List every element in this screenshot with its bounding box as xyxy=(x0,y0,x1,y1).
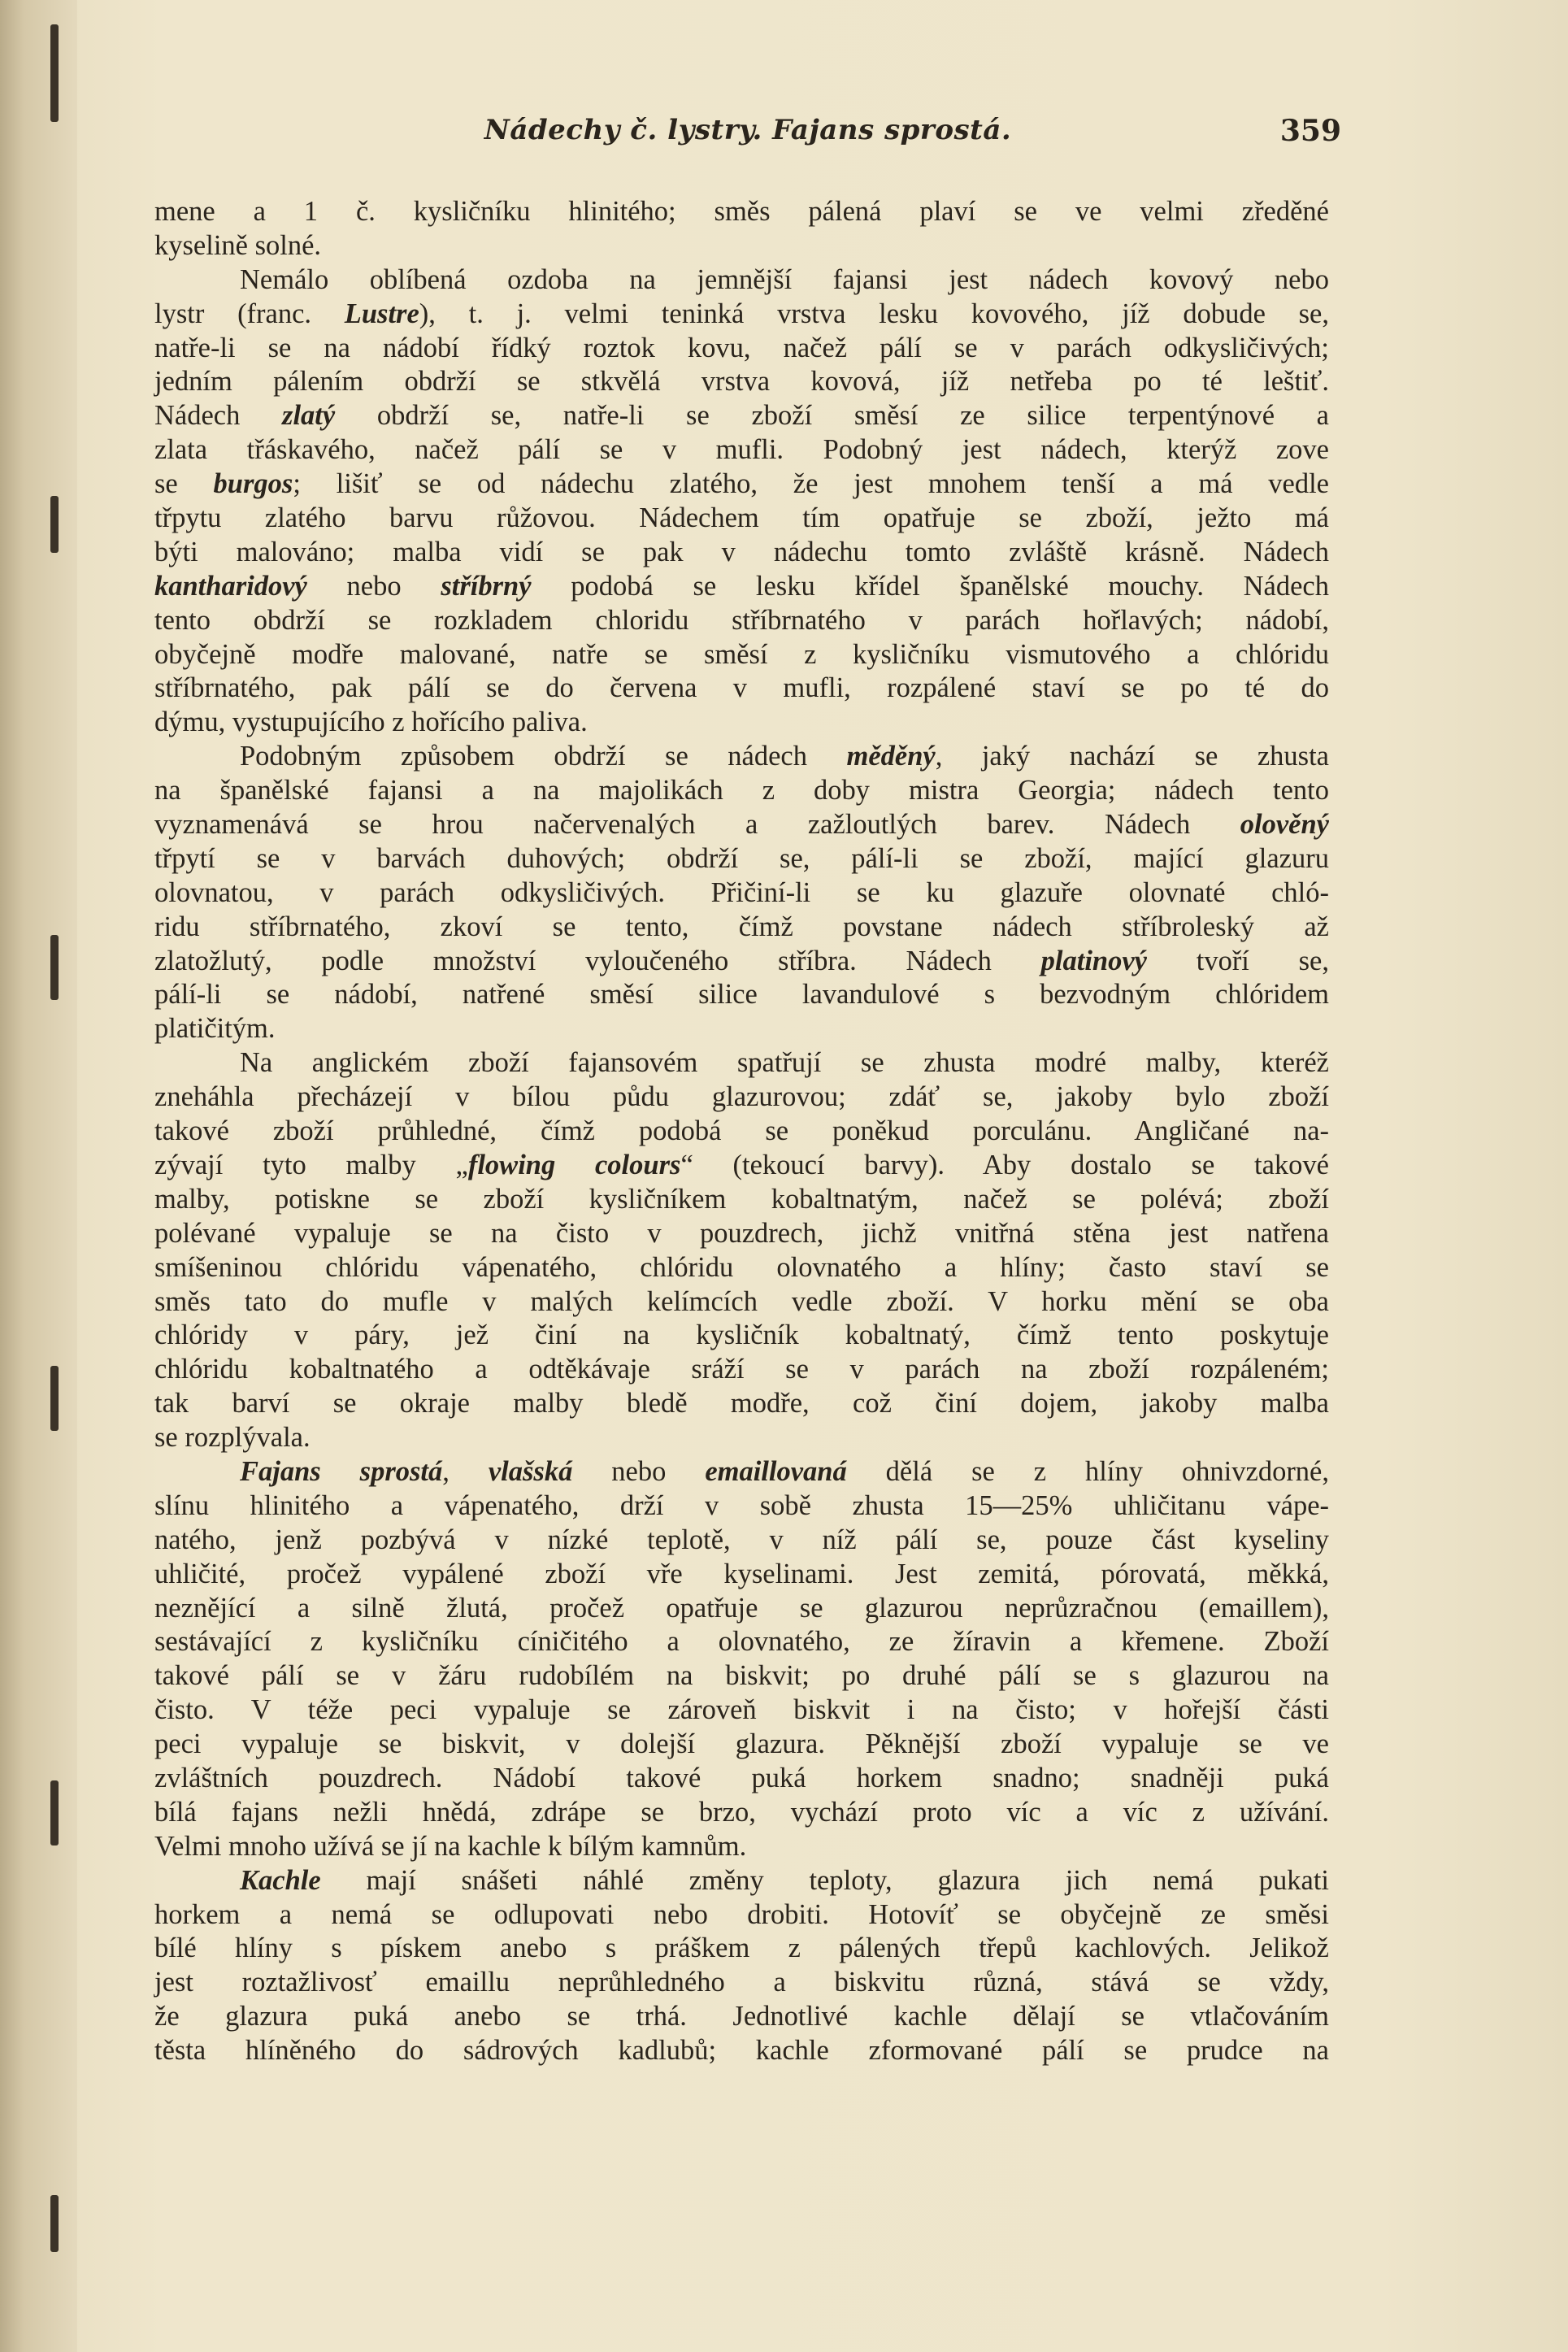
page-binding-edge xyxy=(0,0,77,2352)
text-line: Velmi mnoho užívá se jí na kachle k bílým kamnům. xyxy=(154,1830,747,1862)
text-line: stříbrnatého, pak pálí se do červena v mufli, rozpálené staví se po té do xyxy=(154,672,1329,704)
text-line: zneháhla přecházejí v bílou půdu glazurovou; zdáť se, jakoby bylo zboží xyxy=(154,1081,1329,1113)
text-line: obyčejně modře malované, natře se směsí z kysličníku vismutového a chlóridu xyxy=(154,638,1329,670)
text-line: lystr (franc. Lustre), t. j. velmi teninká vrstva lesku kovového, jíž dobude se, xyxy=(154,298,1329,329)
text-line: peci vypaluje se biskvit, v dolejší glazura. Pěknější zboží vypaluje se ve xyxy=(154,1728,1329,1760)
text-line: tak barví se okraje malby bledě modře, což činí dojem, jakoby malba xyxy=(154,1388,1329,1419)
text-line: neznějící a silně žlutá, pročež opatřuje se glazurou neprůzračnou (emaillem), xyxy=(154,1592,1329,1624)
text-line: čisto. V téže peci vypaluje se zároveň biskvit i na čisto; v hořejší části xyxy=(154,1694,1329,1726)
text-line: slínu hlinitého a vápenatého, drží v sobě zhusta 15—25% uhličitanu vápe- xyxy=(154,1489,1329,1521)
text-line: polévané vypaluje se na čisto v pouzdrech, jichž vnitřná stěna jest natřena xyxy=(154,1217,1329,1249)
page-number: 359 xyxy=(1279,114,1341,148)
text-line: že glazura puká anebo se trhá. Jednotlivé kachle dělají se vtlačováním xyxy=(154,2001,1329,2032)
text-line: tento obdrží se rozkladem chloridu stříbrnatého v parách hořlavých; nádobí, xyxy=(154,604,1329,636)
text-line: zlatožlutý, podle množství vyloučeného stříbra. Nádech platinový tvoří se, xyxy=(154,945,1329,976)
text-line: se rozplývala. xyxy=(154,1422,311,1454)
text-line: kantharidový nebo stříbrný podobá se lesku křídel španělské mouchy. Nádech xyxy=(154,570,1329,602)
text-line: bílé hlíny s pískem anebo s práškem z pálených třepů kachlových. Jelikož xyxy=(154,1932,1329,1964)
text-line: takové zboží průhledné, čímž podobá se poněkud porculánu. Angličané na- xyxy=(154,1115,1329,1147)
text-line: se burgos; lišiť se od nádechu zlatého, že jest mnohem tenší a má vedle xyxy=(154,468,1329,500)
text-line: chlóridy v páry, jež činí na kysličník kobaltnatý, čímž tento poskytuje xyxy=(154,1319,1329,1351)
text-line: Nádech zlatý obdrží se, natře-li se zboží směsí ze silice terpentýnové a xyxy=(154,400,1329,432)
text-line: směs tato do mufle v malých kelímcích vedle zboží. V horku mění se oba xyxy=(154,1285,1329,1317)
text-line: Na anglickém zboží fajansovém spatřují se zhusta modré malby, kteréž xyxy=(240,1047,1329,1079)
text-line: jedním pálením obdrží se stkvělá vrstva kovová, jíž netřeba po té leštiť. xyxy=(154,366,1329,398)
text-line: chlóridu kobaltnatého a odtěkávaje sráží se v parách na zboží rozpáleném; xyxy=(154,1354,1329,1385)
text-line: vyznamenává se hrou načervenalých a zažloutlých barev. Nádech olověný xyxy=(154,809,1329,841)
text-line: smíšeninou chlóridu vápenatého, chlóridu olovnatého a hlíny; často staví se xyxy=(154,1251,1329,1283)
text-line: takové pálí se v žáru rudobílém na biskvit; po druhé pálí se s glazurou na xyxy=(154,1660,1329,1692)
text-line: Kachle mají snášeti náhlé změny teploty, glazura jich nemá pukati xyxy=(240,1864,1329,1896)
text-line: zývají tyto malby „flowing colours“ (tekoucí barvy). Aby dostalo se takové xyxy=(154,1149,1329,1180)
text-line: malby, potiskne se zboží kysličníkem kobaltnatým, načež se polévá; zboží xyxy=(154,1183,1329,1215)
binding-mark xyxy=(50,935,59,1000)
text-line: mene a 1 č. kysličníku hlinitého; směs pálená plaví se ve velmi zředěné xyxy=(154,196,1329,227)
text-line: olovnatou, v parách odkysličivých. Přičiní-li se ku glazuře olovnaté chló- xyxy=(154,876,1329,908)
text-line: jest roztažlivosť emaillu neprůhledného a biskvitu různá, stává se vždy, xyxy=(154,1967,1329,1998)
running-title: Nádechy č. lystry. Fajans sprostá. xyxy=(484,114,1012,146)
text-line: zlata třáskavého, načež pálí se v mufli. Podobný jest nádech, kterýž zove xyxy=(154,434,1329,466)
text-line: těsta hlíněného do sádrových kadlubů; kachle zformované pálí se prudce na xyxy=(154,2035,1329,2067)
text-line: kyselině solné. xyxy=(154,229,322,261)
binding-mark xyxy=(50,24,59,122)
text-line: ridu stříbrnatého, zkoví se tento, čímž povstane nádech stříbroleský až xyxy=(154,911,1329,942)
text-line: na španělské fajansi a na majolikách z doby mistra Georgia; nádech tento xyxy=(154,775,1329,806)
text-line: natého, jenž pozbývá v nízké teplotě, v níž pálí se, pouze část kyseliny xyxy=(154,1524,1329,1555)
text-line: třpytu zlatého barvu růžovou. Nádechem tím opatřuje se zboží, ježto má xyxy=(154,502,1329,534)
binding-mark xyxy=(50,2195,59,2252)
text-line: horkem a nemá se odlupovati nebo drobiti. Hotovíť se obyčejně ze směsi xyxy=(154,1898,1329,1930)
text-line: býti malováno; malba vidí se pak v nádechu tomto zvláště krásně. Nádech xyxy=(154,536,1329,567)
text-line: Nemálo oblíbená ozdoba na jemnější fajansi jest nádech kovový nebo xyxy=(240,263,1329,295)
text-line: uhličité, pročež vypálené zboží vře kyselinami. Jest zemitá, pórovatá, měkká, xyxy=(154,1558,1329,1589)
binding-mark xyxy=(50,496,59,553)
text-line: bílá fajans nežli hnědá, zdrápe se brzo, vychází proto víc a víc z užívání. xyxy=(154,1796,1329,1828)
text-line: natře-li se na nádobí řídký roztok kovu, načež pálí se v parách odkysličivých; xyxy=(154,332,1329,363)
text-line: třpytí se v barvách duhových; obdrží se, pálí-li se zboží, mající glazuru xyxy=(154,842,1329,874)
text-line: zvláštních pouzdrech. Nádobí takové puká horkem snadno; snadněji puká xyxy=(154,1762,1329,1793)
page-header xyxy=(154,114,1341,163)
text-line: dýmu, vystupujícího z hořícího paliva. xyxy=(154,706,588,738)
text-line: Fajans sprostá, vlašská nebo emaillovaná dělá se z hlíny ohnivzdorné, xyxy=(240,1455,1329,1487)
text-line: Podobným způsobem obdrží se nádech měděný, jaký nachází se zhusta xyxy=(240,741,1329,772)
text-line: platičitým. xyxy=(154,1013,276,1045)
body-text xyxy=(154,195,1329,2068)
binding-mark xyxy=(50,1780,59,1846)
text-line: pálí-li se nádobí, natřené směsí silice lavandulové s bezvodným chlóridem xyxy=(154,979,1329,1011)
binding-mark xyxy=(50,1366,59,1431)
text-line: sestávající z kysličníku cíničitého a olovnatého, ze žíravin a křemene. Zboží xyxy=(154,1626,1329,1658)
